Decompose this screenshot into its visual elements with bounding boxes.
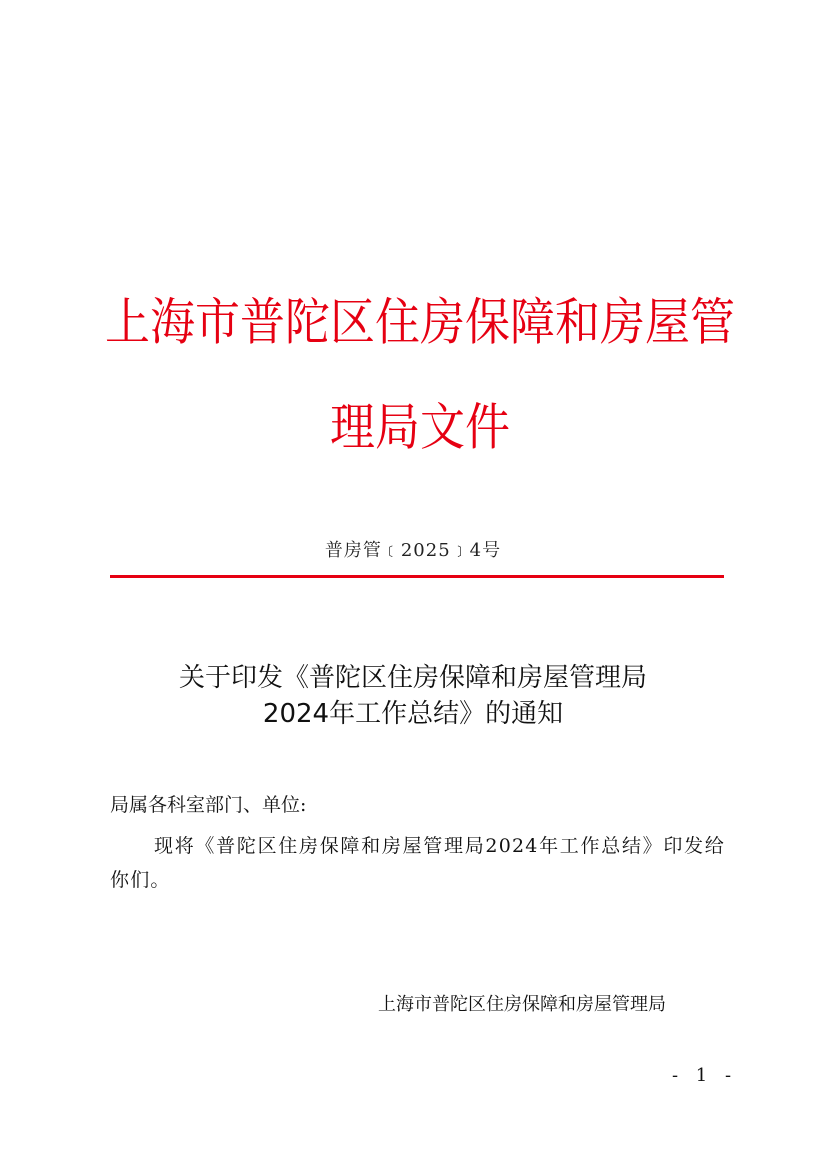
red-separator-line bbox=[110, 575, 724, 578]
issuer-header-title: 上海市普陀区住房保障和房屋管理局文件 bbox=[104, 292, 735, 458]
signature-issuer: 上海市普陀区住房保障和房屋管理局 bbox=[378, 994, 666, 1015]
salutation: 局属各科室部门、单位: bbox=[110, 794, 307, 816]
notice-title-line-1: 关于印发《普陀区住房保障和房屋管理局 bbox=[178, 663, 647, 693]
body-paragraph: 现将《普陀区住房保障和房屋管理局2024年工作总结》印发给你们。 bbox=[110, 835, 725, 891]
notice-title-line-2: 2024年工作总结》的通知 bbox=[262, 699, 564, 729]
page-number: - 1 - bbox=[672, 1065, 738, 1086]
notice-title bbox=[0, 660, 826, 732]
document-number: 普房管﹝2025﹞4号 bbox=[324, 540, 502, 561]
